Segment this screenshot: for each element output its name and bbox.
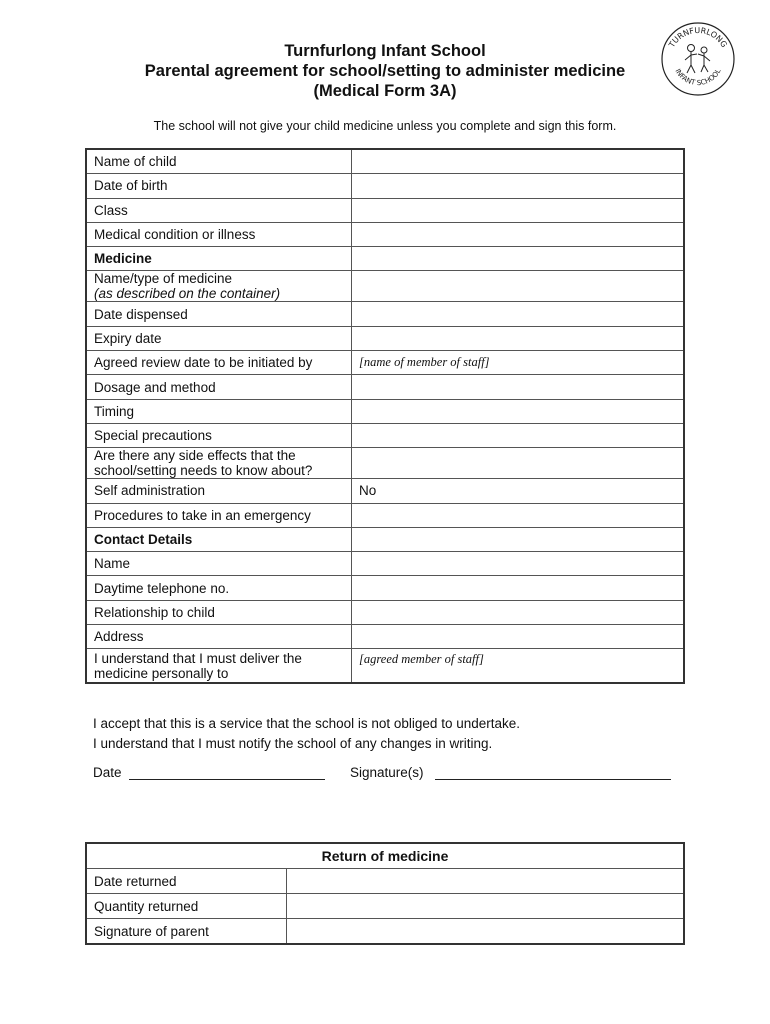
row-label: Quantity returned bbox=[86, 894, 287, 919]
class-field[interactable] bbox=[352, 198, 685, 222]
self-administration-field[interactable]: No bbox=[352, 479, 685, 503]
form-reference: (Medical Form 3A) bbox=[313, 82, 457, 100]
row-label: Daytime telephone no. bbox=[86, 576, 352, 600]
row-label: Name of child bbox=[86, 149, 352, 174]
medicine-name-field[interactable] bbox=[352, 271, 685, 302]
signature-blank-line[interactable] bbox=[435, 767, 671, 780]
table-row bbox=[86, 198, 684, 222]
row-label-line1: I understand that I must deliver the bbox=[94, 650, 302, 666]
row-label-main: Name/type of medicine bbox=[94, 271, 233, 287]
parent-signature-field[interactable] bbox=[287, 919, 685, 945]
form-header bbox=[0, 41, 770, 101]
table-row bbox=[86, 576, 684, 600]
logo-figures-icon bbox=[685, 45, 710, 74]
signature-area bbox=[350, 765, 671, 780]
dosage-method-field[interactable] bbox=[352, 375, 685, 399]
date-returned-field[interactable] bbox=[287, 869, 685, 894]
row-label: Self administration bbox=[86, 479, 352, 503]
form-title: Parental agreement for school/setting to administer medicine bbox=[144, 62, 626, 80]
row-label: Agreed review date to be initiated by bbox=[86, 351, 352, 375]
table-row bbox=[86, 326, 684, 350]
row-label: Special precautions bbox=[86, 423, 352, 447]
row-label-line2: school/setting needs to know about? bbox=[94, 463, 313, 479]
table-row bbox=[86, 222, 684, 246]
table-row bbox=[86, 375, 684, 399]
acceptance-line-1: I accept that this is a service that the school is not obliged to undertake. bbox=[93, 716, 520, 731]
row-label: Date of birth bbox=[86, 174, 352, 198]
table-row bbox=[86, 302, 684, 326]
row-label bbox=[86, 448, 352, 479]
row-label: Date dispensed bbox=[86, 302, 352, 326]
review-staff-field[interactable]: [name of member of staff] bbox=[352, 351, 685, 375]
row-label: Address bbox=[86, 625, 352, 649]
section-contact-cell bbox=[352, 527, 685, 551]
school-name: Turnfurlong Infant School bbox=[284, 42, 486, 60]
table-row bbox=[86, 625, 684, 649]
deliver-to-staff-field[interactable]: [agreed member of staff] bbox=[352, 649, 685, 684]
return-of-medicine-table bbox=[85, 842, 685, 945]
special-precautions-field[interactable] bbox=[352, 423, 685, 447]
row-label: Name bbox=[86, 552, 352, 576]
table-row bbox=[86, 919, 684, 945]
date-label: Date bbox=[93, 765, 122, 780]
row-label: Dosage and method bbox=[86, 375, 352, 399]
emergency-procedures-field[interactable] bbox=[352, 503, 685, 527]
section-heading-medicine: Medicine bbox=[86, 247, 352, 271]
row-label: Date returned bbox=[86, 869, 287, 894]
address-field[interactable] bbox=[352, 625, 685, 649]
date-signature-area bbox=[93, 765, 325, 780]
table-row bbox=[86, 600, 684, 624]
table-row bbox=[86, 448, 684, 479]
row-label bbox=[86, 649, 352, 684]
section-heading-contact: Contact Details bbox=[86, 527, 352, 551]
logo-text-bottom: INFANT SCHOOL bbox=[673, 67, 723, 88]
expiry-date-field[interactable] bbox=[352, 326, 685, 350]
table-row bbox=[86, 174, 684, 198]
medical-condition-field[interactable] bbox=[352, 222, 685, 246]
table-row bbox=[86, 503, 684, 527]
row-label: Class bbox=[86, 198, 352, 222]
date-of-birth-field[interactable] bbox=[352, 174, 685, 198]
table-row bbox=[86, 423, 684, 447]
row-label: Expiry date bbox=[86, 326, 352, 350]
timing-field[interactable] bbox=[352, 399, 685, 423]
relationship-field[interactable] bbox=[352, 600, 685, 624]
row-label-line2: medicine personally to bbox=[94, 665, 229, 681]
table-header-row bbox=[86, 843, 684, 869]
return-table-title: Return of medicine bbox=[86, 843, 684, 869]
table-row bbox=[86, 351, 684, 375]
date-dispensed-field[interactable] bbox=[352, 302, 685, 326]
table-row bbox=[86, 149, 684, 174]
table-row bbox=[86, 552, 684, 576]
table-row bbox=[86, 894, 684, 919]
row-label: Signature of parent bbox=[86, 919, 287, 945]
acceptance-statement bbox=[93, 714, 520, 754]
signature-label: Signature(s) bbox=[350, 765, 424, 780]
section-medicine-cell bbox=[352, 247, 685, 271]
table-row bbox=[86, 479, 684, 503]
logo-text-top: TURNFURLONG bbox=[667, 25, 729, 50]
row-label-note: (as described on the container) bbox=[94, 286, 281, 302]
date-blank-line[interactable] bbox=[129, 767, 325, 780]
table-row bbox=[86, 869, 684, 894]
school-logo bbox=[660, 21, 736, 97]
row-label: Relationship to child bbox=[86, 600, 352, 624]
intro-text: The school will not give your child medicine unless you complete and sign this form. bbox=[153, 119, 617, 133]
table-row bbox=[86, 271, 684, 302]
table-row bbox=[86, 399, 684, 423]
daytime-telephone-field[interactable] bbox=[352, 576, 685, 600]
name-of-child-field[interactable] bbox=[352, 149, 685, 174]
section-row-contact bbox=[86, 527, 684, 551]
row-label-line1: Are there any side effects that the bbox=[94, 448, 296, 464]
contact-name-field[interactable] bbox=[352, 552, 685, 576]
acceptance-line-2: I understand that I must notify the school of any changes in writing. bbox=[93, 736, 493, 751]
section-row-medicine bbox=[86, 247, 684, 271]
row-label: Medical condition or illness bbox=[86, 222, 352, 246]
row-label: Procedures to take in an emergency bbox=[86, 503, 352, 527]
quantity-returned-field[interactable] bbox=[287, 894, 685, 919]
row-label: Timing bbox=[86, 399, 352, 423]
side-effects-field[interactable] bbox=[352, 448, 685, 479]
row-label bbox=[86, 271, 352, 302]
medical-form-table bbox=[85, 148, 685, 684]
table-row bbox=[86, 649, 684, 684]
